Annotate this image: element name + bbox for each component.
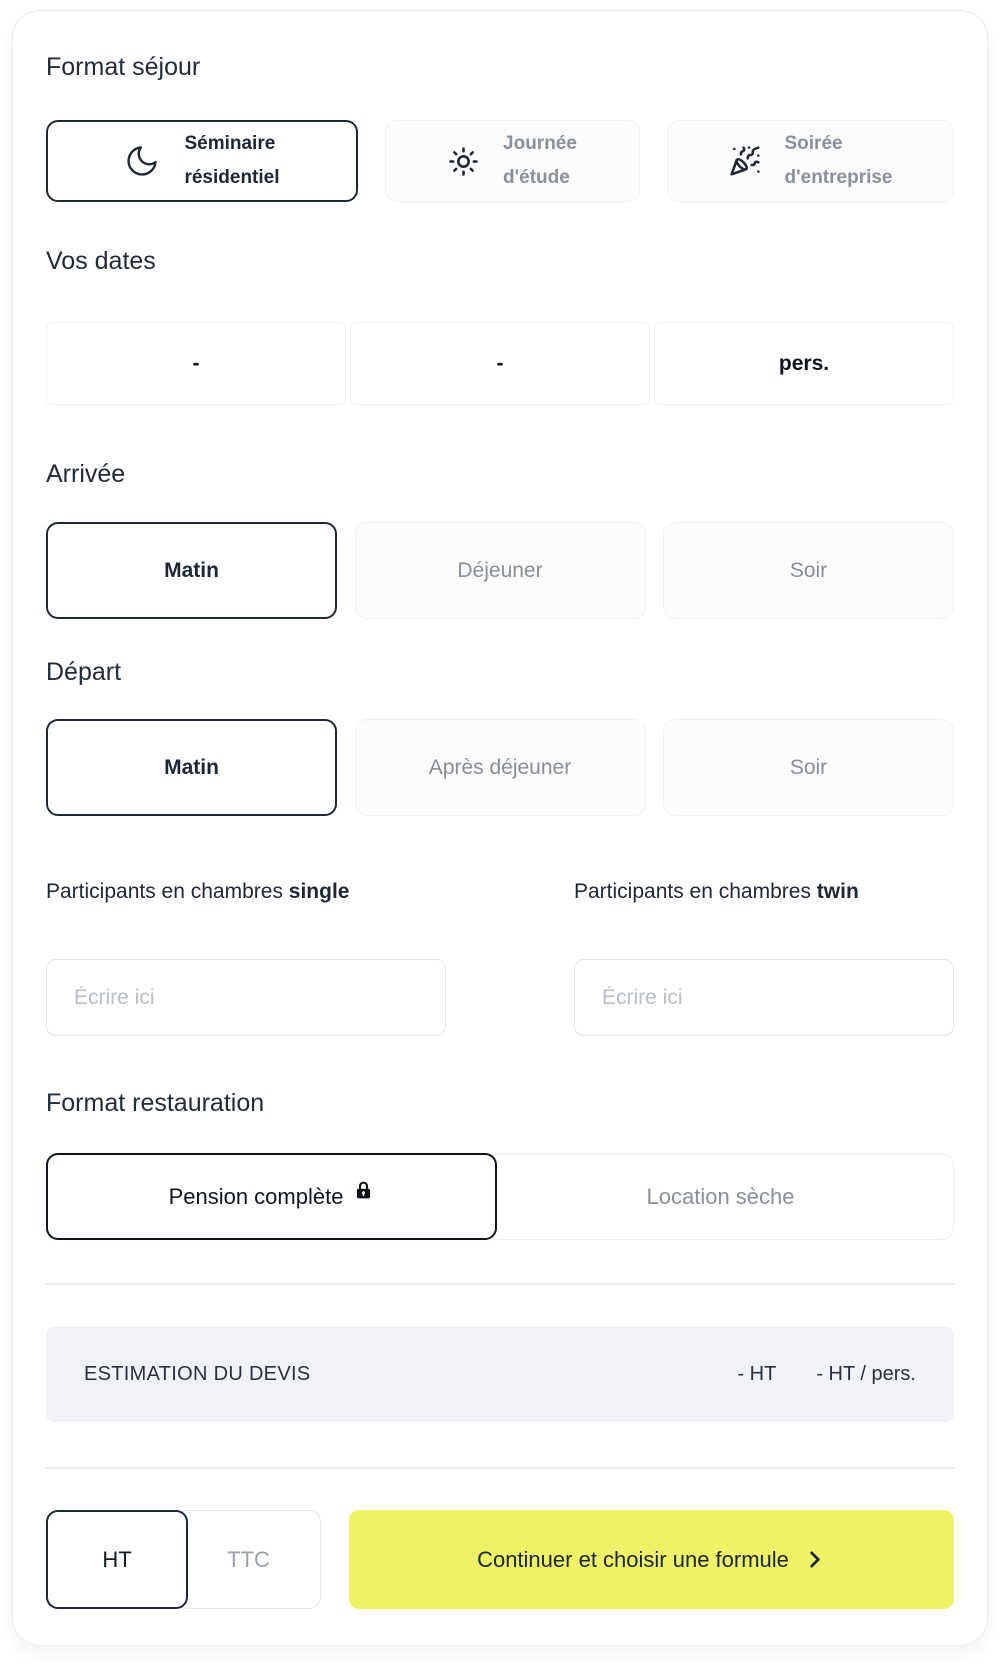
participants-single-label: Participants en chambres single bbox=[46, 880, 350, 903]
restauration-option-label: Location sèche bbox=[646, 1183, 795, 1209]
restauration-option-location-seche[interactable] bbox=[487, 1153, 954, 1240]
sejour-option-seminaire-residentiel[interactable] bbox=[46, 120, 358, 202]
estimation-values bbox=[737, 1363, 916, 1386]
depart-option-apres-dejeuner[interactable]: Après déjeuner bbox=[355, 719, 646, 816]
sejour-option-label: Journée d'étude bbox=[503, 133, 577, 188]
sejour-option-soiree-entreprise[interactable] bbox=[667, 120, 954, 202]
restauration-option-label: Pension complète bbox=[168, 1183, 344, 1209]
sejour-option-label: Séminaire résidentiel bbox=[184, 133, 280, 188]
booking-form-card bbox=[12, 10, 988, 1646]
participants-inputs bbox=[46, 959, 954, 1036]
chevron-right-icon bbox=[803, 1548, 826, 1571]
format-restauration-heading: Format restauration bbox=[46, 1089, 265, 1117]
divider bbox=[46, 1467, 954, 1469]
format-sejour-options bbox=[46, 120, 954, 202]
depart-options bbox=[46, 719, 954, 816]
participants-twin-input[interactable] bbox=[574, 959, 954, 1036]
participants-count-field[interactable]: pers. bbox=[654, 322, 954, 405]
lock-icon bbox=[353, 1180, 374, 1201]
estimation-bar bbox=[46, 1327, 954, 1422]
participants-single-input[interactable] bbox=[46, 959, 446, 1036]
arrivee-option-dejeuner[interactable]: Déjeuner bbox=[355, 522, 646, 619]
arrivee-option-matin[interactable]: Matin bbox=[46, 522, 337, 619]
estimation-total-ht: - HT bbox=[737, 1363, 777, 1385]
vos-dates-heading: Vos dates bbox=[46, 247, 156, 275]
party-popper-icon bbox=[729, 145, 761, 177]
date-end-field[interactable]: - bbox=[350, 322, 650, 405]
date-start-field[interactable]: - bbox=[46, 322, 346, 405]
format-sejour-heading: Format séjour bbox=[46, 53, 201, 81]
arrivee-option-soir[interactable]: Soir bbox=[663, 522, 954, 619]
restauration-options bbox=[46, 1153, 954, 1240]
depart-option-matin[interactable]: Matin bbox=[46, 719, 337, 816]
continue-button-label: Continuer et choisir une formule bbox=[477, 1546, 789, 1572]
participants-twin-label: Participants en chambres twin bbox=[574, 880, 859, 903]
arrivee-options bbox=[46, 522, 954, 619]
footer-actions bbox=[46, 1510, 954, 1609]
moon-icon bbox=[124, 143, 160, 179]
participants-labels bbox=[46, 879, 954, 905]
depart-heading: Départ bbox=[46, 658, 122, 686]
arrivee-heading: Arrivée bbox=[46, 460, 126, 488]
dates-row bbox=[46, 322, 954, 405]
tax-toggle-ht[interactable]: HT bbox=[46, 1510, 188, 1609]
restauration-option-pension-complete[interactable] bbox=[46, 1153, 497, 1240]
continue-button[interactable] bbox=[349, 1510, 954, 1609]
sejour-option-label: Soirée d'entreprise bbox=[784, 133, 893, 188]
estimation-label: ESTIMATION DU DEVIS bbox=[84, 1363, 311, 1385]
depart-option-soir[interactable]: Soir bbox=[663, 719, 954, 816]
sun-icon bbox=[448, 146, 479, 177]
divider bbox=[46, 1283, 954, 1285]
estimation-per-person: - HT / pers. bbox=[816, 1363, 916, 1385]
sejour-option-journee-etude[interactable] bbox=[385, 120, 640, 202]
tax-toggle-ttc[interactable]: TTC bbox=[176, 1510, 321, 1609]
